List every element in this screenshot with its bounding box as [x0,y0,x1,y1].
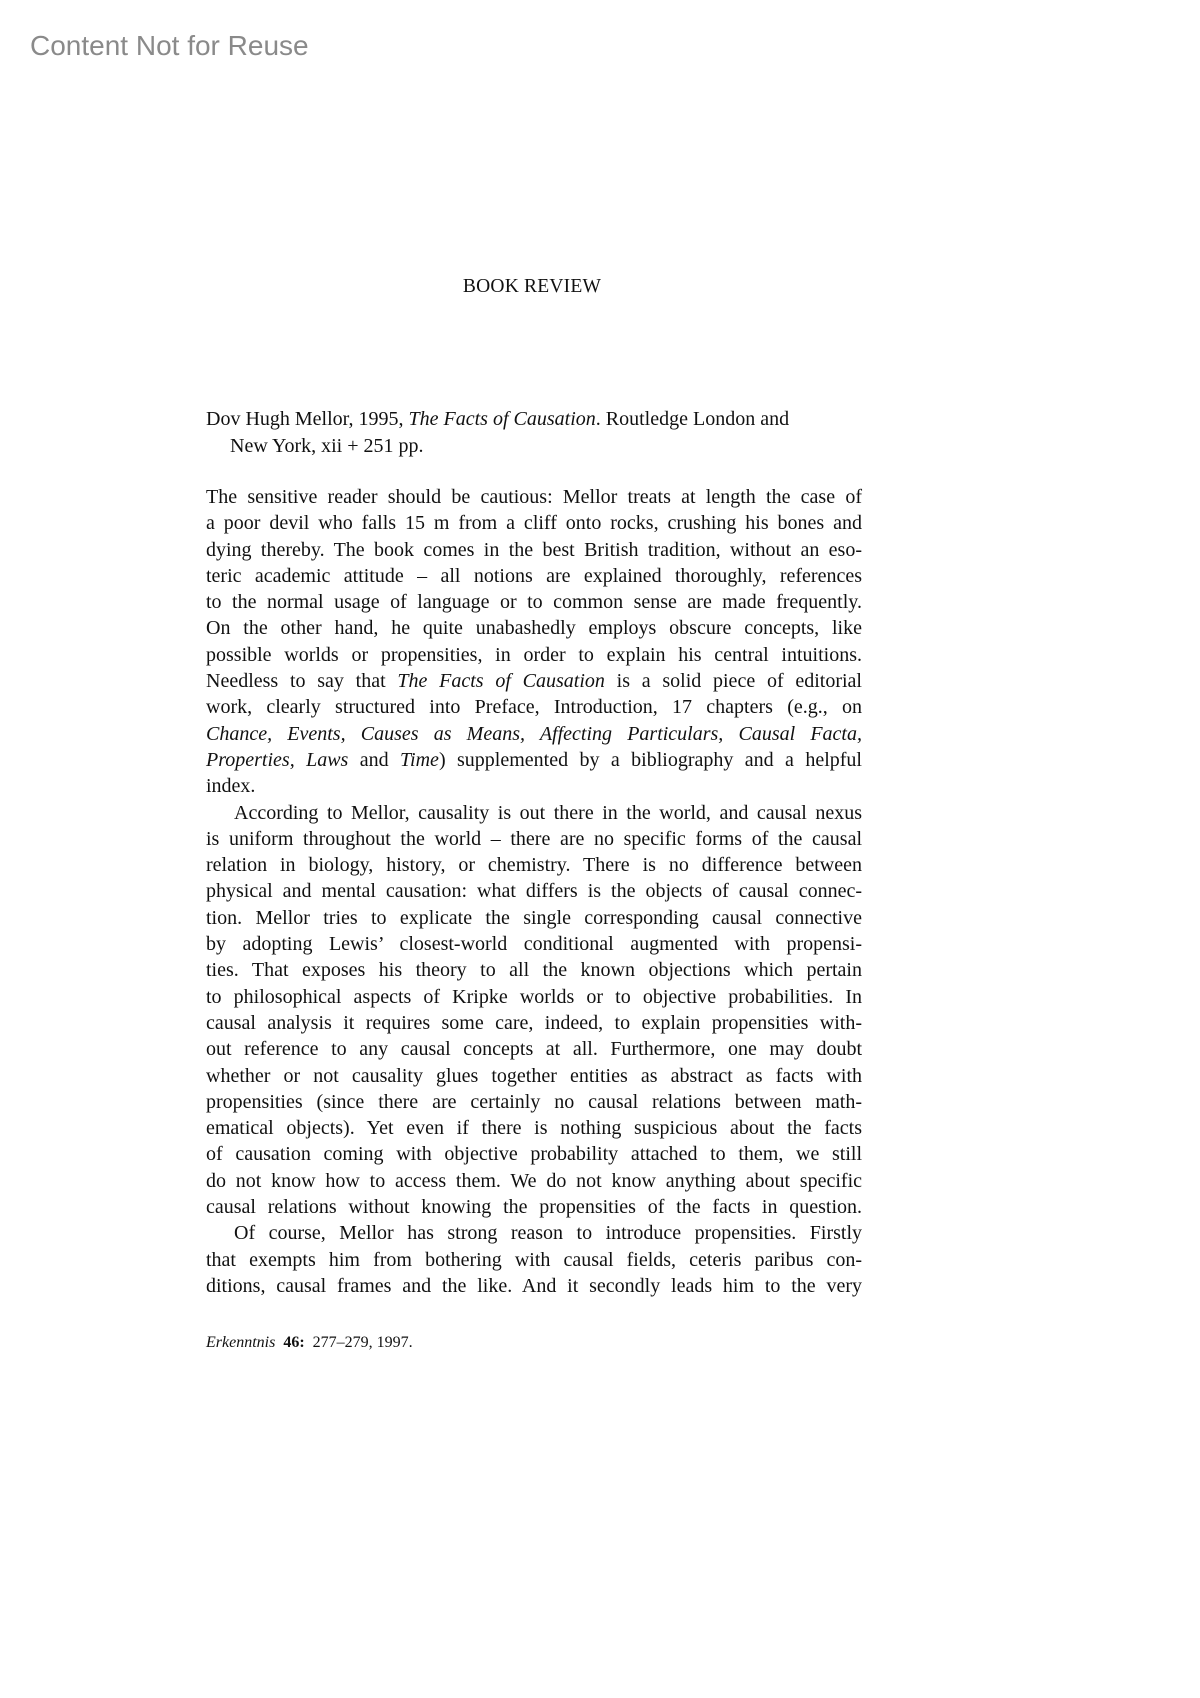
text-segment: Of course, Mellor has strong reason to introduce propensities. Firstly [234,1222,862,1245]
text-line [206,510,862,536]
citation-line-2: New York, xii + 251 pp. [230,434,424,457]
text-segment: dying thereby. The book comes in the best British tradition, without an eso- [206,538,862,561]
text-line [206,800,862,826]
text-segment: is a solid piece of editorial [604,670,862,693]
journal-name: Erkenntnis [206,1334,276,1351]
text-segment: Needless to say that [206,670,398,693]
italic-text: Time [400,748,439,771]
text-segment: propensities (since there are certainly no causal relations between math- [206,1090,862,1113]
text-line [206,747,862,773]
citation-author-year: Dov Hugh Mellor, 1995, [206,408,409,430]
text-line [206,931,862,957]
watermark: Content Not for Reuse [30,30,309,61]
text-line [206,1089,862,1115]
text-line [206,668,862,694]
text-line [206,589,862,615]
text-line [206,826,862,852]
citation-line-1 [206,406,862,433]
text-segment: physical and mental causation: what differs is the objects of causal connec- [206,880,862,903]
text-segment: According to Mellor, causality is out there in the world, and causal nexus [234,801,862,824]
text-segment: ematical objects). Yet even if there is nothing suspicious about the facts [206,1117,862,1140]
italic-text: Properties, Laws [206,748,349,771]
text-segment: to the normal usage of language or to common sense are made frequently. [206,591,862,614]
text-segment: work, clearly structured into Preface, Introduction, 17 chapters (e.g., on [206,696,862,719]
text-line [206,852,862,878]
text-line [206,1063,862,1089]
text-segment: teric academic attitude – all notions are explained thoroughly, references [206,564,862,587]
italic-text: The Facts of Causation [397,670,605,693]
text-line [206,878,862,904]
text-line [206,773,862,799]
text-line [206,563,862,589]
text-line [206,1168,862,1194]
text-segment: causal analysis it requires some care, indeed, to explain propensities with- [206,1011,862,1034]
citation-publisher: . Routledge London and [595,408,790,430]
text-segment: The sensitive reader should be cautious: Mellor treats at length the case of [206,486,862,508]
text-segment: to philosophical aspects of Kripke worlds or to objective probabilities. In [206,985,862,1008]
text-segment: that exempts him from bothering with causal fields, ceteris paribus con- [206,1248,862,1271]
text-line [206,694,862,720]
text-segment: causal relations without knowing the propensities of the facts in question. [206,1196,862,1219]
text-line [206,957,862,983]
text-line [206,905,862,931]
book-citation [206,406,862,459]
text-segment: relation in biology, history, or chemistry. There is no difference between [206,854,862,877]
text-segment: ) supplemented by a bibliography and a helpful [438,748,862,771]
text-segment: by adopting Lewis’ closest-world conditional augmented with propensi- [206,933,862,956]
text-line [206,1036,862,1062]
text-segment: out reference to any causal concepts at all. Furthermore, one may doubt [206,1038,862,1061]
text-segment: On the other hand, he quite unabashedly employs obscure concepts, like [206,617,862,640]
text-line [206,1220,862,1246]
text-segment: possible worlds or propensities, in order to explain his central intuitions. [206,643,862,666]
citation-book-title: The Facts of Causation [408,408,596,430]
text-line [206,615,862,641]
text-segment: whether or not causality glues together entities as abstract as facts with [206,1064,862,1087]
text-line [206,1010,862,1036]
journal-volume: 46: [283,1334,305,1351]
section-heading: BOOK REVIEW [462,276,602,297]
text-segment: of causation coming with objective probability attached to them, we still [206,1143,862,1166]
text-line [206,1115,862,1141]
text-line [206,721,862,747]
text-line [206,1194,862,1220]
text-segment: index. [206,775,256,798]
text-segment: and [348,748,401,771]
text-segment: ties. That exposes his theory to all the known objections which pertain [206,959,862,982]
text-line [206,1247,862,1273]
text-line [206,642,862,668]
text-segment: a poor devil who falls 15 m from a cliff onto rocks, crushing his bones and [206,512,862,535]
review-body [206,484,862,1299]
text-line [206,537,862,563]
journal-footer [206,1334,413,1352]
italic-text: Chance, Events, Causes as Means, Affecting Particulars, Causal Facta, [206,722,862,745]
text-line [206,484,862,510]
journal-pages-year: 277–279, 1997. [312,1334,413,1351]
text-segment: is uniform throughout the world – there are no specific forms of the causal [206,827,862,850]
text-line [206,984,862,1010]
text-line [206,1141,862,1167]
text-segment: tion. Mellor tries to explicate the single corresponding causal connective [206,906,862,929]
text-segment: ditions, causal frames and the like. And it secondly leads him to the very [206,1274,862,1297]
text-segment: do not know how to access them. We do not know anything about specific [206,1169,862,1192]
text-line [206,1273,862,1299]
